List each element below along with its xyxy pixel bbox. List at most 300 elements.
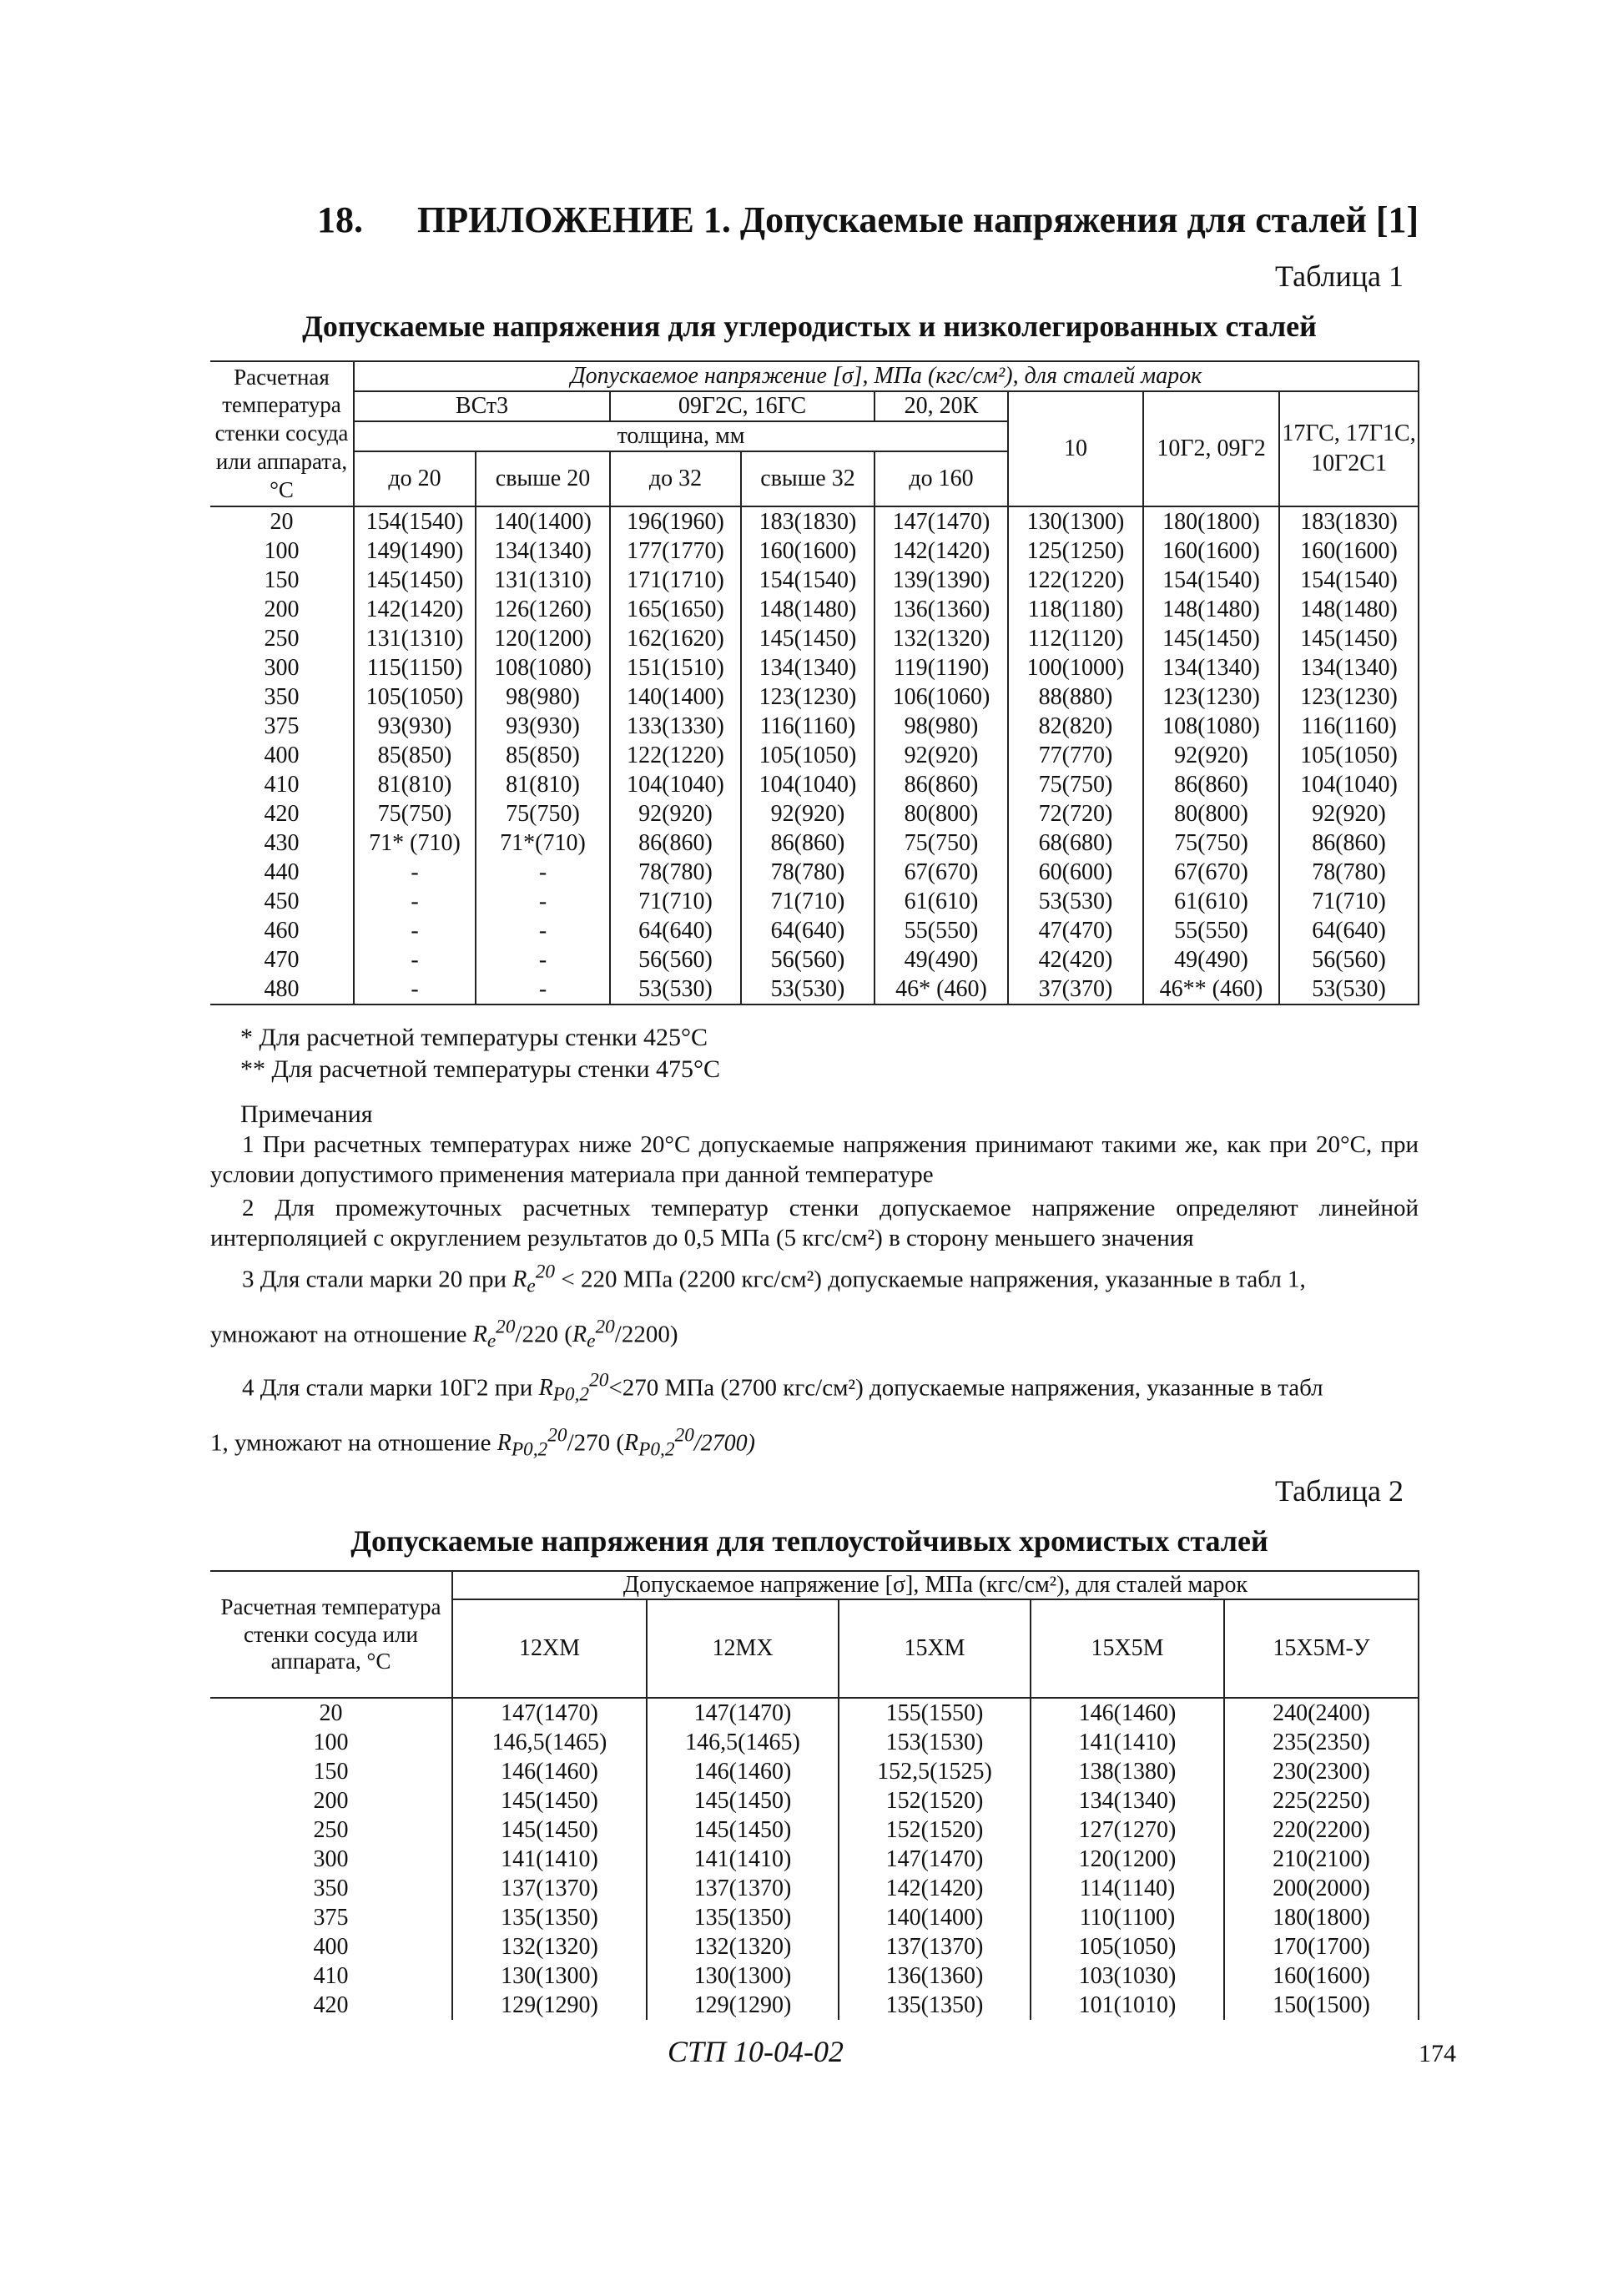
page-number: 174	[1419, 2040, 1456, 2067]
temperature-cell: 430	[210, 828, 354, 858]
stress-cell: 93(930)	[354, 712, 476, 741]
temperature-cell: 250	[210, 1815, 452, 1845]
stress-cell: 146(1460)	[647, 1757, 839, 1786]
stress-cell: 240(2400)	[1224, 1698, 1419, 1728]
stress-cell: 92(920)	[1279, 799, 1419, 828]
stress-cell: 148(1480)	[741, 595, 875, 624]
stress-cell: 112(1120)	[1008, 624, 1143, 653]
section-number: 18.	[317, 199, 363, 240]
stress-cell: 145(1450)	[1279, 624, 1419, 653]
stress-cell: 134(1340)	[1279, 653, 1419, 682]
stress-cell: 130(1300)	[1008, 506, 1143, 536]
stress-cell: 105(1050)	[741, 741, 875, 770]
note-4-start: 4 Для стали марки 10Г2 при	[242, 1374, 533, 1402]
stress-cell: 75(750)	[1143, 828, 1279, 858]
stress-cell: 37(370)	[1008, 974, 1143, 1004]
table1-header-temp: Расчетная температура стенки сосуда или аппарата, °С	[210, 361, 354, 506]
stress-cell: 150(1500)	[1224, 1991, 1419, 2020]
stress-cell: 88(880)	[1008, 682, 1143, 712]
stress-cell: 142(1420)	[839, 1874, 1031, 1903]
stress-cell: 129(1290)	[452, 1991, 647, 2020]
stress-cell: 86(860)	[1279, 828, 1419, 858]
stress-cell: 71(710)	[610, 887, 741, 916]
temperature-cell: 350	[210, 682, 354, 712]
stress-cell: 146(1460)	[1031, 1698, 1224, 1728]
stress-cell: 162(1620)	[610, 624, 741, 653]
note-3-multiply: умножают на отношение	[210, 1321, 467, 1348]
rp02-formula-3	[624, 1425, 694, 1461]
stress-cell: 137(1370)	[452, 1874, 647, 1903]
stress-cell: 105(1050)	[354, 682, 476, 712]
stress-cell: 53(530)	[1279, 974, 1419, 1004]
stress-cell: 141(1410)	[1031, 1728, 1224, 1757]
stress-cell: 116(1160)	[741, 712, 875, 741]
table1-header-over20: свыше 20	[476, 451, 610, 506]
formula-r: R	[538, 1375, 553, 1402]
stress-cell: 86(860)	[741, 828, 875, 858]
table-row	[210, 536, 1419, 566]
stress-cell: 180(1800)	[1224, 1903, 1419, 1932]
stress-cell: 98(980)	[476, 682, 610, 712]
stress-cell: 134(1340)	[741, 653, 875, 682]
formula-sup: 20	[496, 1317, 516, 1338]
stress-cell: 114(1140)	[1031, 1874, 1224, 1903]
note-3-line1	[242, 1261, 1306, 1299]
stress-cell: 141(1410)	[452, 1845, 647, 1874]
stress-cell: 120(1200)	[1031, 1845, 1224, 1874]
stress-cell: 145(1450)	[647, 1815, 839, 1845]
stress-cell: 71*(710)	[476, 828, 610, 858]
stress-cell: 160(1600)	[1224, 1961, 1419, 1991]
stress-cell: 154(1540)	[354, 506, 476, 536]
table-row	[210, 566, 1419, 595]
stress-cell: -	[476, 974, 610, 1004]
stress-cell: 80(800)	[1143, 799, 1279, 828]
formula-sub: e	[527, 1275, 536, 1297]
stress-cell: 148(1480)	[1279, 595, 1419, 624]
formula-r: R	[512, 1266, 527, 1293]
temperature-cell: 200	[210, 595, 354, 624]
stress-cell: 147(1470)	[452, 1698, 647, 1728]
stress-cell: 108(1080)	[1143, 712, 1279, 741]
note-4-multiply: 1, умножают на отношение	[210, 1429, 491, 1457]
stress-cell: 145(1450)	[647, 1786, 839, 1815]
note-4-rest: <270 МПа (2700 кгс/см²) допускаемые напряжения, указанные в табл	[608, 1374, 1323, 1402]
table-row	[210, 858, 1419, 887]
stress-cell: 145(1450)	[1143, 624, 1279, 653]
table-row	[210, 1845, 1419, 1874]
table-row	[210, 595, 1419, 624]
temperature-cell: 250	[210, 624, 354, 653]
stress-cell: -	[354, 916, 476, 945]
stress-cell: 139(1390)	[875, 566, 1008, 595]
temperature-cell: 400	[210, 1932, 452, 1961]
table2-header-stress: Допускаемое напряжение [σ], МПа (кгс/см²), для сталей марок	[452, 1571, 1419, 1599]
stress-cell: 147(1470)	[647, 1698, 839, 1728]
stress-cell: 78(780)	[741, 858, 875, 887]
formula-sup: 20	[589, 1370, 609, 1392]
stress-cell: 138(1380)	[1031, 1757, 1224, 1786]
stress-cell: 135(1350)	[452, 1903, 647, 1932]
temperature-cell: 350	[210, 1874, 452, 1903]
temperature-cell: 450	[210, 887, 354, 916]
stress-cell: 146,5(1465)	[647, 1728, 839, 1757]
stress-cell: 142(1420)	[875, 536, 1008, 566]
table-row	[210, 506, 1419, 536]
stress-cell: 71* (710)	[354, 828, 476, 858]
table2-header-15h5m-u: 15Х5М-У	[1224, 1599, 1419, 1698]
stress-cell: 225(2250)	[1224, 1786, 1419, 1815]
stress-cell: 140(1400)	[839, 1903, 1031, 1932]
stress-cell: 140(1400)	[610, 682, 741, 712]
formula-r: R	[472, 1322, 487, 1348]
temperature-cell: 460	[210, 916, 354, 945]
stress-cell: -	[354, 945, 476, 974]
stress-cell: 116(1160)	[1279, 712, 1419, 741]
table1-label: Таблица 1	[1275, 259, 1404, 293]
stress-cell: 100(1000)	[1008, 653, 1143, 682]
stress-cell: 131(1310)	[476, 566, 610, 595]
table-row	[210, 1991, 1419, 2020]
stress-cell: 75(750)	[476, 799, 610, 828]
re20-formula-3	[572, 1317, 615, 1352]
stress-cell: 105(1050)	[1279, 741, 1419, 770]
footer-document-code: СТП 10-04-02	[668, 2035, 844, 2068]
stress-cell: 64(640)	[610, 916, 741, 945]
note-3-ratio: /220 (	[515, 1321, 572, 1348]
stress-cell: 53(530)	[1008, 887, 1143, 916]
table-row	[210, 682, 1419, 712]
stress-cell: 145(1450)	[452, 1786, 647, 1815]
table-row	[210, 1874, 1419, 1903]
stress-cell: 85(850)	[476, 741, 610, 770]
temperature-cell: 420	[210, 799, 354, 828]
stress-cell: 132(1320)	[875, 624, 1008, 653]
table-row	[210, 741, 1419, 770]
stress-cell: 235(2350)	[1224, 1728, 1419, 1757]
stress-cell: 108(1080)	[476, 653, 610, 682]
note-3-line2	[210, 1317, 678, 1354]
stress-cell: 125(1250)	[1008, 536, 1143, 566]
stress-cell: -	[354, 858, 476, 887]
stress-cell: 149(1490)	[354, 536, 476, 566]
stress-cell: -	[354, 887, 476, 916]
stress-cell: 152(1520)	[839, 1815, 1031, 1845]
table-row	[210, 712, 1419, 741]
rp02-formula-2	[496, 1425, 567, 1461]
table-row	[210, 974, 1419, 1004]
table-row	[210, 916, 1419, 945]
stress-cell: 67(670)	[1143, 858, 1279, 887]
stress-cell: 61(610)	[1143, 887, 1279, 916]
stress-cell: 105(1050)	[1031, 1932, 1224, 1961]
stress-cell: 145(1450)	[354, 566, 476, 595]
stress-cell: 137(1370)	[647, 1874, 839, 1903]
stress-cell: 196(1960)	[610, 506, 741, 536]
stress-cell: 92(920)	[741, 799, 875, 828]
section-title: ПРИЛОЖЕНИЕ 1. Допускаемые напряжения для сталей [1]	[417, 199, 1419, 240]
stress-cell: 132(1320)	[647, 1932, 839, 1961]
stress-cell: 53(530)	[741, 974, 875, 1004]
formula-sup: 20	[674, 1425, 694, 1447]
stress-cell: 81(810)	[476, 770, 610, 799]
stress-cell: 55(550)	[1143, 916, 1279, 945]
table-row	[210, 653, 1419, 682]
temperature-cell: 470	[210, 945, 354, 974]
stress-cell: 60(600)	[1008, 858, 1143, 887]
stress-cell: 152,5(1525)	[839, 1757, 1031, 1786]
stress-cell: 154(1540)	[1143, 566, 1279, 595]
stress-cell: 86(860)	[1143, 770, 1279, 799]
stress-cell: 129(1290)	[647, 1991, 839, 2020]
note-3-rest: < 220 МПа (2200 кгс/см²) допускаемые напряжения, указанные в табл 1,	[561, 1266, 1306, 1293]
stress-cell: 122(1220)	[610, 741, 741, 770]
stress-cell: 145(1450)	[452, 1815, 647, 1845]
stress-cell: 104(1040)	[610, 770, 741, 799]
stress-cell: 42(420)	[1008, 945, 1143, 974]
table2-header-temp: Расчетная температура стенки сосуда или аппарата, °С	[210, 1571, 452, 1698]
stress-cell: 132(1320)	[452, 1932, 647, 1961]
table-row	[210, 624, 1419, 653]
table-row	[210, 1961, 1419, 1991]
table2-header-15h5m: 15Х5М	[1031, 1599, 1224, 1698]
stress-cell: -	[354, 974, 476, 1004]
stress-cell: 135(1350)	[647, 1903, 839, 1932]
stress-cell: 122(1220)	[1008, 566, 1143, 595]
stress-cell: 49(490)	[875, 945, 1008, 974]
stress-cell: 68(680)	[1008, 828, 1143, 858]
stress-cell: 119(1190)	[875, 653, 1008, 682]
stress-cell: 133(1330)	[610, 712, 741, 741]
stress-cell: 171(1710)	[610, 566, 741, 595]
note-4-line1	[242, 1370, 1323, 1407]
stress-cell: 92(920)	[610, 799, 741, 828]
stress-cell: 127(1270)	[1031, 1815, 1224, 1845]
table1-header-09g2s: 09Г2С, 16ГС	[610, 391, 875, 421]
stress-cell: 56(560)	[1279, 945, 1419, 974]
temperature-cell: 100	[210, 1728, 452, 1757]
table1-header-do32: до 32	[610, 451, 741, 506]
stress-cell: 146(1460)	[452, 1757, 647, 1786]
stress-cell: 154(1540)	[1279, 566, 1419, 595]
temperature-cell: 300	[210, 1845, 452, 1874]
stress-cell: -	[476, 945, 610, 974]
stress-cell: 75(750)	[354, 799, 476, 828]
stress-cell: 104(1040)	[1279, 770, 1419, 799]
stress-cell: 64(640)	[741, 916, 875, 945]
table2-header-12mh: 12МХ	[647, 1599, 839, 1698]
table-row	[210, 799, 1419, 828]
stress-cell: 136(1360)	[839, 1961, 1031, 1991]
stress-cell: 147(1470)	[875, 506, 1008, 536]
temperature-cell: 420	[210, 1991, 452, 2020]
stress-cell: 177(1770)	[610, 536, 741, 566]
stress-cell: 86(860)	[875, 770, 1008, 799]
stress-cell: 75(750)	[875, 828, 1008, 858]
stress-cell: 134(1340)	[1143, 653, 1279, 682]
stress-cell: 86(860)	[610, 828, 741, 858]
table-row	[210, 1698, 1419, 1728]
stress-cell: 140(1400)	[476, 506, 610, 536]
notes-title: Примечания	[240, 1100, 373, 1128]
table1-header-do20: до 20	[354, 451, 476, 506]
stress-cell: 126(1260)	[476, 595, 610, 624]
stress-cell: 104(1040)	[741, 770, 875, 799]
temperature-cell: 410	[210, 1961, 452, 1991]
stress-cell: 77(770)	[1008, 741, 1143, 770]
stress-cell: 200(2000)	[1224, 1874, 1419, 1903]
table1-header-vst3: ВСт3	[354, 391, 610, 421]
stress-cell: 180(1800)	[1143, 506, 1279, 536]
table1-header-thickness: толщина, мм	[354, 421, 1008, 451]
formula-sub: P0,2	[638, 1438, 675, 1461]
stress-cell: -	[476, 916, 610, 945]
stress-cell: 47(470)	[1008, 916, 1143, 945]
table-row	[210, 1932, 1419, 1961]
re20-formula-2	[472, 1317, 516, 1352]
stress-cell: 92(920)	[875, 741, 1008, 770]
formula-sub: P0,2	[552, 1383, 590, 1406]
stress-cell: 134(1340)	[1031, 1786, 1224, 1815]
formula-r: R	[496, 1430, 512, 1457]
temperature-cell: 375	[210, 1903, 452, 1932]
stress-cell: 56(560)	[741, 945, 875, 974]
table2-label: Таблица 2	[1275, 1474, 1404, 1508]
stress-cell: 67(670)	[875, 858, 1008, 887]
stress-cell: 53(530)	[610, 974, 741, 1004]
table-row	[210, 1903, 1419, 1932]
formula-sup: 20	[535, 1261, 556, 1283]
stress-cell: 160(1600)	[741, 536, 875, 566]
stress-cell: 130(1300)	[452, 1961, 647, 1991]
temperature-cell: 400	[210, 741, 354, 770]
note-2-text: 2 Для промежуточных расчетных температур стенки допускаемое напряжение определяют линейной интерполяцией с округлением результатов до 0,5 МПа (5 кгс/см²) в сторону меньшего значения	[210, 1195, 1419, 1251]
stress-cell: 141(1410)	[647, 1845, 839, 1874]
stress-cell: 131(1310)	[354, 624, 476, 653]
stress-cell: 146,5(1465)	[452, 1728, 647, 1757]
stress-cell: 101(1010)	[1031, 1991, 1224, 2020]
formula-sub: P0,2	[511, 1438, 548, 1461]
stress-cell: 183(1830)	[741, 506, 875, 536]
note-4-line2	[210, 1425, 755, 1463]
stress-cell: 134(1340)	[476, 536, 610, 566]
temperature-cell: 440	[210, 858, 354, 887]
stress-cell: 55(550)	[875, 916, 1008, 945]
formula-sup: 20	[595, 1317, 615, 1338]
stress-cell: 145(1450)	[741, 624, 875, 653]
temperature-cell: 150	[210, 1757, 452, 1786]
footnote-two-star: ** Для расчетной температуры стенки 475°С	[240, 1055, 721, 1083]
table-row	[210, 1815, 1419, 1845]
stress-cell: 85(850)	[354, 741, 476, 770]
table-row	[210, 1786, 1419, 1815]
stress-cell: 64(640)	[1279, 916, 1419, 945]
note-4-end: /2700)	[693, 1430, 755, 1457]
table1-title: Допускаемые напряжения для углеродистых и низколегированных сталей	[302, 310, 1317, 343]
stress-cell: 135(1350)	[839, 1991, 1031, 2020]
stress-cell: 152(1520)	[839, 1786, 1031, 1815]
stress-cell: 123(1230)	[1279, 682, 1419, 712]
stress-cell: 118(1180)	[1008, 595, 1143, 624]
stress-cell: -	[476, 858, 610, 887]
stress-cell: 123(1230)	[1143, 682, 1279, 712]
table1-header-over32: свыше 32	[741, 451, 875, 506]
formula-r: R	[572, 1322, 587, 1348]
temperature-cell: 20	[210, 1698, 452, 1728]
temperature-cell: 200	[210, 1786, 452, 1815]
table1-header-10g2: 10Г2, 09Г2	[1143, 391, 1279, 506]
table-row	[210, 1757, 1419, 1786]
note-4-ratio: /270 (	[567, 1429, 625, 1457]
temperature-cell: 20	[210, 506, 354, 536]
stress-cell: 230(2300)	[1224, 1757, 1419, 1786]
table2-header-15hm: 15ХМ	[839, 1599, 1031, 1698]
stress-cell: 46* (460)	[875, 974, 1008, 1004]
stress-cell: 160(1600)	[1279, 536, 1419, 566]
table2-header-12hm: 12ХМ	[452, 1599, 647, 1698]
temperature-cell: 100	[210, 536, 354, 566]
formula-sup: 20	[547, 1425, 567, 1447]
table-row	[210, 770, 1419, 799]
temperature-cell: 300	[210, 653, 354, 682]
stress-cell: 155(1550)	[839, 1698, 1031, 1728]
table1	[210, 360, 1419, 1005]
table1-header-17gs: 17ГС, 17Г1С, 10Г2С1	[1279, 391, 1419, 506]
stress-cell: 136(1360)	[875, 595, 1008, 624]
section-heading	[317, 199, 1419, 241]
temperature-cell: 410	[210, 770, 354, 799]
table1-header-10: 10	[1008, 391, 1143, 506]
stress-cell: 137(1370)	[839, 1932, 1031, 1961]
stress-cell: 80(800)	[875, 799, 1008, 828]
table-row	[210, 828, 1419, 858]
note-1	[210, 1130, 1419, 1190]
stress-cell: 98(980)	[875, 712, 1008, 741]
stress-cell: 61(610)	[875, 887, 1008, 916]
stress-cell: 75(750)	[1008, 770, 1143, 799]
stress-cell: 183(1830)	[1279, 506, 1419, 536]
table-row	[210, 1728, 1419, 1757]
note-3-end: /2200)	[614, 1321, 678, 1348]
formula-sub: e	[587, 1330, 596, 1352]
stress-cell: 110(1100)	[1031, 1903, 1224, 1932]
formula-r: R	[624, 1430, 639, 1457]
note-3-start: 3 Для стали марки 20 при	[242, 1266, 507, 1293]
stress-cell: 220(2200)	[1224, 1815, 1419, 1845]
stress-cell: 153(1530)	[839, 1728, 1031, 1757]
stress-cell: 154(1540)	[741, 566, 875, 595]
table2	[210, 1570, 1419, 2020]
stress-cell: 147(1470)	[839, 1845, 1031, 1874]
stress-cell: 210(2100)	[1224, 1845, 1419, 1874]
stress-cell: 71(710)	[741, 887, 875, 916]
stress-cell: 92(920)	[1143, 741, 1279, 770]
stress-cell: 81(810)	[354, 770, 476, 799]
stress-cell: 160(1600)	[1143, 536, 1279, 566]
table1-header-stress: Допускаемое напряжение [σ], МПа (кгс/см²), для сталей марок	[354, 361, 1419, 391]
table1-header-20k: 20, 20К	[875, 391, 1008, 421]
stress-cell: 130(1300)	[647, 1961, 839, 1991]
temperature-cell: 150	[210, 566, 354, 595]
stress-cell: 71(710)	[1279, 887, 1419, 916]
stress-cell: 78(780)	[610, 858, 741, 887]
table-row	[210, 887, 1419, 916]
stress-cell: 46** (460)	[1143, 974, 1279, 1004]
stress-cell: 49(490)	[1143, 945, 1279, 974]
table2-title: Допускаемые напряжения для теплоустойчивых хромистых сталей	[350, 1524, 1268, 1558]
stress-cell: 78(780)	[1279, 858, 1419, 887]
stress-cell: -	[476, 887, 610, 916]
